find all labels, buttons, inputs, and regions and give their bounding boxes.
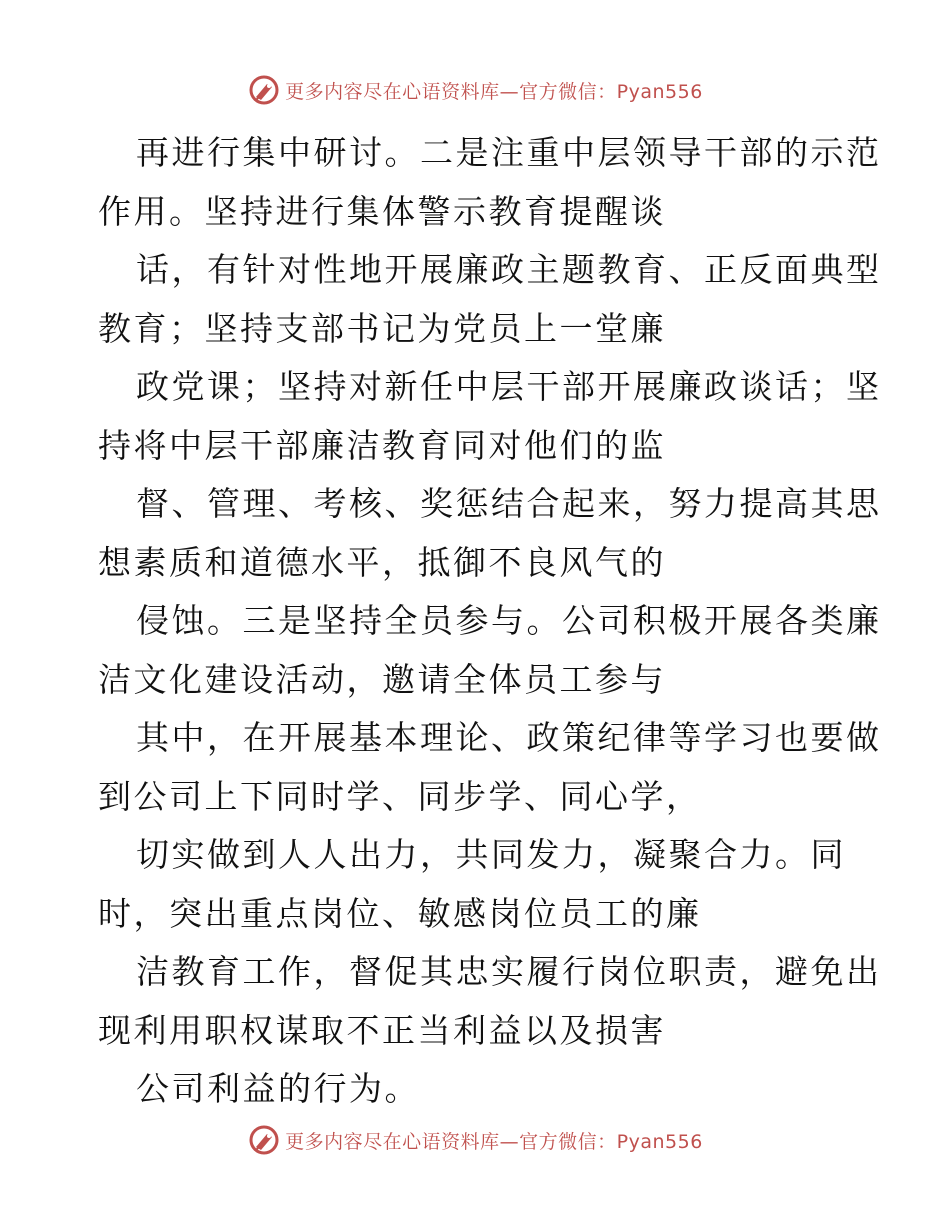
banner-separator: — bbox=[499, 1130, 520, 1153]
text-line: 政党课；坚持对新任中层干部开展廉政谈话；坚 bbox=[136, 367, 882, 406]
text-line: 切实做到人人出力，共同发力，凝聚合力。同 bbox=[136, 835, 846, 874]
banner-wechat-text: 官方微信：Pyan556 bbox=[519, 1130, 703, 1153]
text-line: 其中，在开展基本理论、政策纪律等学习也要做 bbox=[136, 718, 882, 757]
text-line: 作用。坚持进行集体警示教育提醒谈 bbox=[98, 191, 666, 231]
header-watermark bbox=[0, 70, 950, 110]
text-line: 持将中层干部廉洁教育同对他们的监 bbox=[98, 425, 666, 465]
text-line: 想素质和道德水平，抵御不良风气的 bbox=[98, 542, 666, 582]
pen-nib-icon bbox=[247, 1123, 281, 1157]
text-line: 公司利益的行为。 bbox=[136, 1069, 420, 1108]
text-line: 时，突出重点岗位、敏感岗位员工的廉 bbox=[98, 893, 702, 933]
pen-nib-icon bbox=[247, 73, 281, 107]
banner-main-text: 更多内容尽在心语资料库 bbox=[285, 1130, 500, 1153]
text-line: 洁文化建设活动，邀请全体员工参与 bbox=[98, 659, 666, 699]
body-text bbox=[98, 124, 882, 1119]
text-line: 侵蚀。三是坚持全员参与。公司积极开展各类廉 bbox=[136, 601, 882, 640]
text-line: 再进行集中研讨。二是注重中层领导干部的示范 bbox=[136, 133, 882, 172]
text-line: 教育；坚持支部书记为党员上一堂廉 bbox=[98, 308, 666, 348]
text-line: 现利用职权谋取不正当利益以及损害 bbox=[98, 1010, 666, 1050]
text-line: 洁教育工作，督促其忠实履行岗位职责，避免出 bbox=[136, 952, 882, 991]
text-line: 话，有针对性地开展廉政主题教育、正反面典型 bbox=[136, 250, 882, 289]
text-line: 到公司上下同时学、同步学、同心学， bbox=[98, 776, 702, 816]
banner-separator: — bbox=[499, 80, 520, 103]
text-line: 督、管理、考核、奖惩结合起来，努力提高其思 bbox=[136, 484, 882, 523]
banner-main-text: 更多内容尽在心语资料库 bbox=[285, 80, 500, 103]
banner-wechat-text: 官方微信：Pyan556 bbox=[519, 80, 703, 103]
footer-watermark bbox=[0, 1120, 950, 1160]
